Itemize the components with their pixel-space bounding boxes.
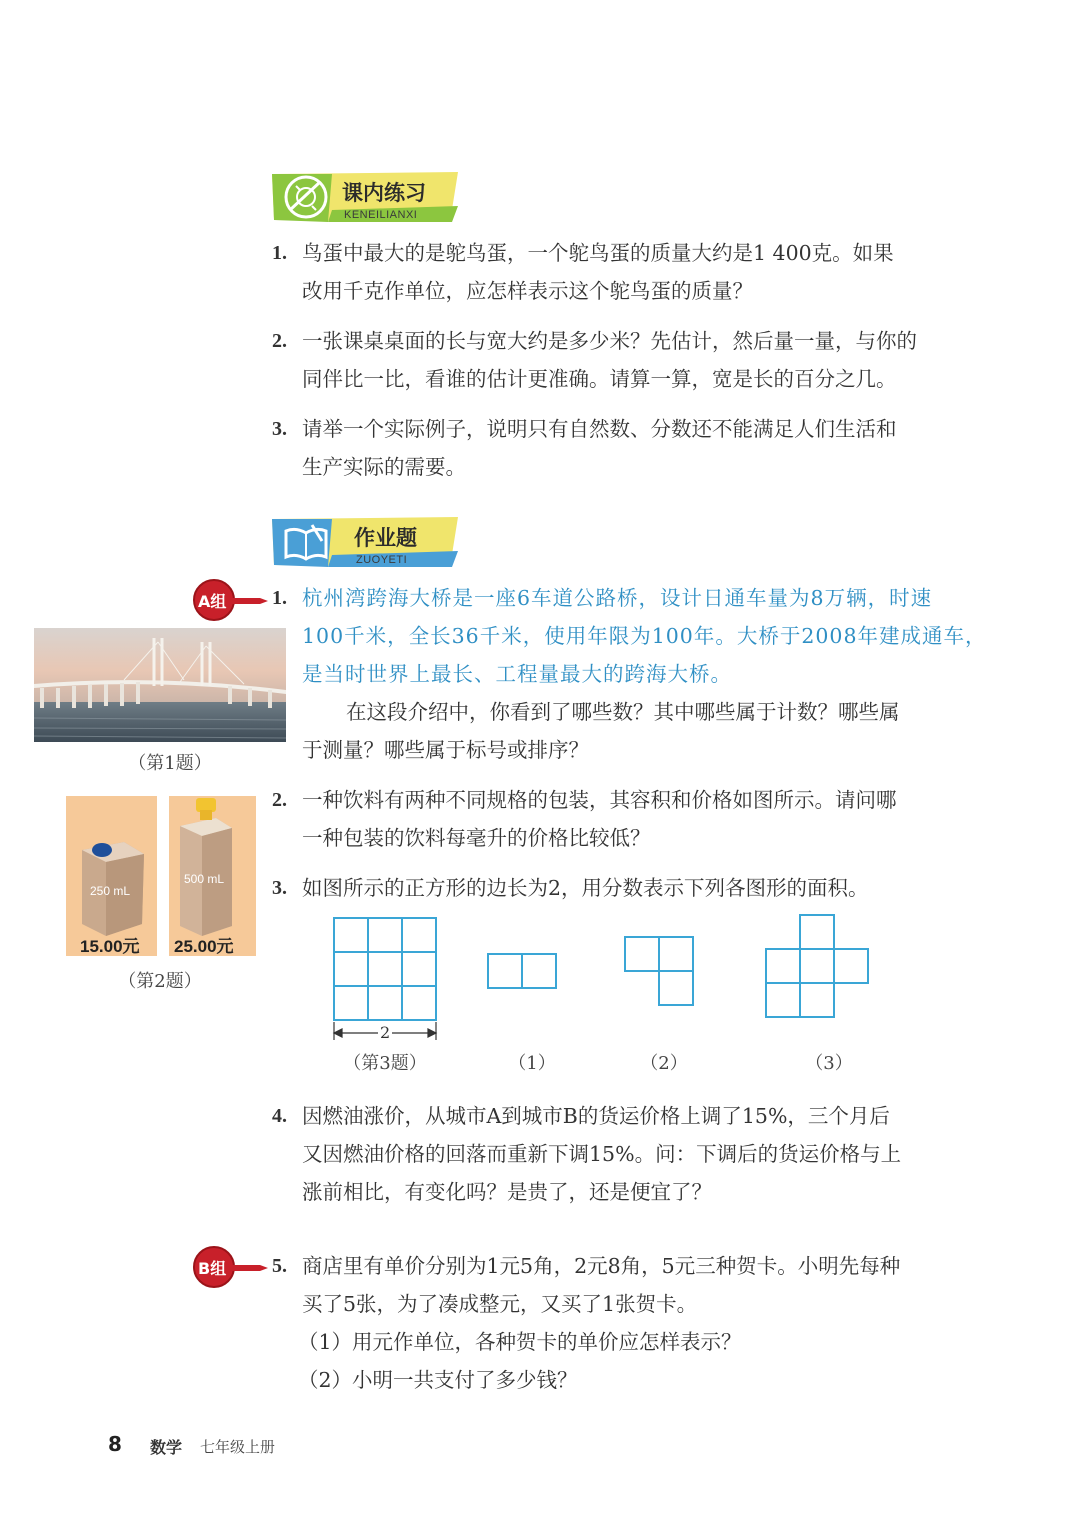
section-title: 作业题 xyxy=(354,526,417,550)
question-text: 于测量？哪些属于标号或排序？ xyxy=(302,738,589,762)
item-number: 3. xyxy=(272,418,287,440)
figure-caption: （第3题） xyxy=(343,1053,427,1074)
question-number: 2. xyxy=(272,789,287,811)
large-pack-volume: 500 mL xyxy=(184,872,225,886)
square-grid-diagrams xyxy=(326,908,886,1048)
sub-question-text: （1）用元作单位，各种贺卡的单价应怎样表示？ xyxy=(298,1330,742,1354)
question-number: 1. xyxy=(272,587,287,609)
figure-caption: （第2题） xyxy=(118,971,202,992)
item-text: 鸟蛋中最大的是鸵鸟蛋，一个鸵鸟蛋的质量大约是1 400克。如果 xyxy=(302,241,894,265)
question-number: 4. xyxy=(272,1105,287,1127)
group-b-label: B组 xyxy=(198,1259,227,1278)
drink-packages-photo xyxy=(66,796,256,956)
footer-subject: 数学 xyxy=(150,1438,183,1457)
group-a-label: A组 xyxy=(198,592,227,611)
section-subtitle: KENEILIANXI xyxy=(344,209,418,221)
question-text: 涨前相比，有变化吗？是贵了，还是便宜了？ xyxy=(302,1180,712,1204)
section-subtitle: ZUOYETI xyxy=(356,554,408,566)
item-number: 2. xyxy=(272,330,287,352)
bridge-photo xyxy=(34,628,286,742)
figure-caption: （第1题） xyxy=(128,753,212,774)
item-text: 一张课桌桌面的长与宽大约是多少米？先估计，然后量一量，与你的 xyxy=(302,329,917,353)
question-text: 如图所示的正方形的边长为2，用分数表示下列各图形的面积。 xyxy=(302,876,869,900)
question-text: 商店里有单价分别为1元5角，2元8角，5元三种贺卡。小明先每种 xyxy=(302,1254,901,1278)
item-text: 生产实际的需要。 xyxy=(302,455,466,479)
question-number: 3. xyxy=(272,877,287,899)
figure-caption: （1） xyxy=(508,1053,556,1074)
footer-grade: 七年级上册 xyxy=(200,1438,276,1456)
large-pack-price: 25.00元 xyxy=(174,937,234,956)
question-text: 又因燃油价格的回落而重新下调15%。问：下调后的货运价格与上 xyxy=(302,1142,902,1166)
group-b-badge xyxy=(190,1245,280,1289)
page-number: 8 xyxy=(108,1432,122,1456)
sub-question-text: （2）小明一共支付了多少钱？ xyxy=(298,1368,578,1392)
small-pack-volume: 250 mL xyxy=(90,884,131,898)
item-text: 请举一个实际例子，说明只有自然数、分数还不能满足人们生活和 xyxy=(302,417,897,441)
protractor-icon xyxy=(282,172,332,226)
item-text: 同伴比一比，看谁的估计更准确。请算一算，宽是长的百分之几。 xyxy=(302,367,897,391)
question-text: 一种包装的饮料每毫升的价格比较低？ xyxy=(302,826,651,850)
section-banner-homework xyxy=(272,515,462,567)
question-number: 5. xyxy=(272,1255,287,1277)
section-banner-practice xyxy=(272,170,462,222)
item-number: 1. xyxy=(272,242,287,264)
bridge-intro-text: 是当时世界上最长、工程量最大的跨海大桥。 xyxy=(302,662,732,686)
figure-caption: （3） xyxy=(805,1053,853,1074)
book-icon xyxy=(282,521,330,567)
figure-caption: （2） xyxy=(640,1053,688,1074)
grid-figures xyxy=(326,908,886,1048)
question-text: 在这段介绍中，你看到了哪些数？其中哪些属于计数？哪些属 xyxy=(346,700,900,724)
section-title: 课内练习 xyxy=(342,181,426,205)
question-text: 因燃油涨价，从城市A到城市B的货运价格上调了15%，三个月后 xyxy=(302,1104,890,1128)
question-text: 买了5张，为了凑成整元，又买了1张贺卡。 xyxy=(302,1292,698,1316)
bridge-intro-text: 100千米，全长36千米，使用年限为100年。大桥于2008年建成通车， xyxy=(302,624,987,648)
question-text: 一种饮料有两种不同规格的包装，其容积和价格如图所示。请问哪 xyxy=(302,788,897,812)
item-text: 改用千克作单位，应怎样表示这个鸵鸟蛋的质量？ xyxy=(302,279,753,303)
small-pack-price: 15.00元 xyxy=(80,937,140,956)
group-a-badge xyxy=(190,578,280,622)
square-side-label: 2 xyxy=(380,1023,391,1042)
bridge-intro-text: 杭州湾跨海大桥是一座6车道公路桥，设计日通车量为8万辆，时速 xyxy=(302,586,933,610)
